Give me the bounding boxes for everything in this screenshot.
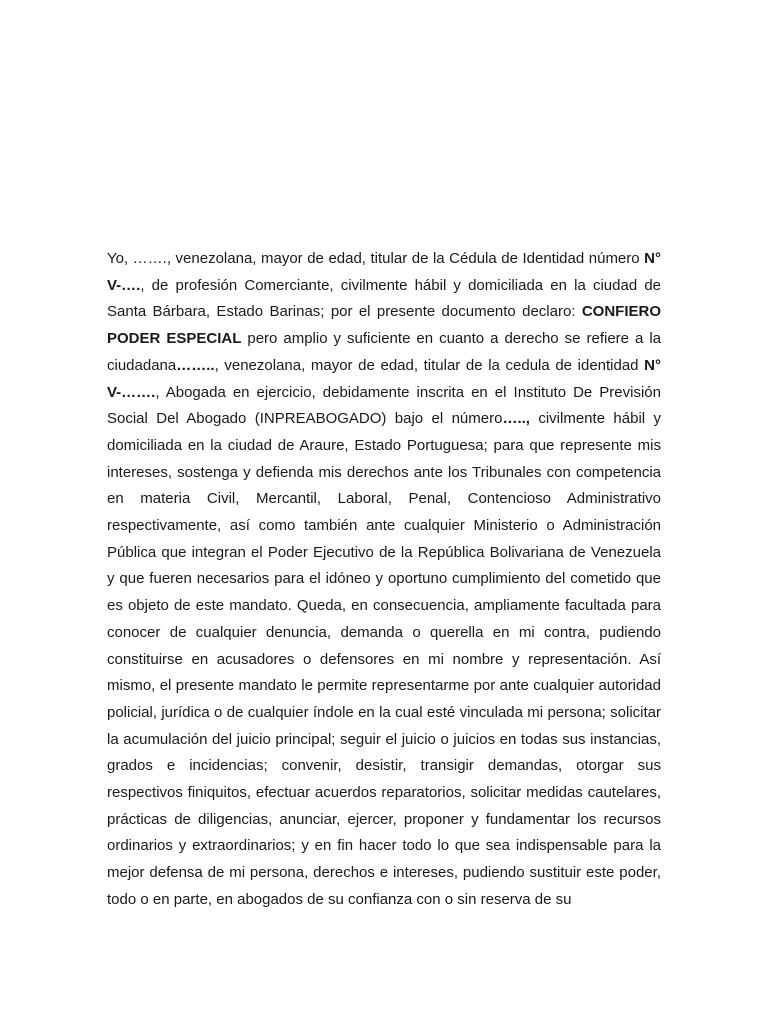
- text-segment: pero amplio y suficiente en cuanto a derecho se refiere a la ciudadana: [107, 330, 662, 374]
- document-paragraph: [107, 246, 661, 914]
- text-segment: , venezolana, mayor de edad, titular de la cedula de identidad: [214, 356, 645, 374]
- text-segment: , de profesión Comerciante, civilmente hábil y domiciliada en la ciudad de Santa Bárbara, Estado Barinas; por el presente documento declaro:: [107, 276, 661, 321]
- attorney-id-placeholder: N° V-…….: [107, 356, 661, 401]
- text-segment: Yo, ……., venezolana, mayor de edad, titular de la Cédula de Identidad número: [107, 250, 645, 267]
- text-segment: , Abogada en ejercicio, debidamente inscrita en el Instituto De Previsión Social Del Abogado (INPREABOGADO) bajo el número: [107, 383, 661, 428]
- text-segment: civilmente hábil y domiciliada en la ciudad de Araure, Estado Portuguesa; para que represente mis intereses, sostenga y defienda mis derechos ante los Tribunales con competencia en materia Civil, Mercantil, Laboral, Penal, Contencioso Administrativo respectivamente, así como también ante cualquier Ministerio o Administración Pública que integran el Poder Ejecutivo de la República Bolivariana de Venezuela y que fueren necesarios para el idóneo y oportuno cumplimiento del cometido que es objeto de este mandato. Queda, en consecuencia, ampliamente facultada para conocer de cualquier denuncia, demanda o querella en mi contra, pudiendo constituirse en acusadores o defensores en mi nombre y representación. Así mismo, el presente mandato le permite representarme por ante cualquier autoridad policial, jurídica o de cualquier índole en la cual esté vinculada mi persona; solicitar la acumulación del juicio principal; seguir el juicio o juicios en todas sus instancias, grados e incidencias; convenir, desistir, transigir demandas, otorgar sus respectivos finiquitos, efectuar acuerdos reparatorios, solicitar medidas cautelares, prácticas de diligencias, anunciar, ejercer, proponer y fundamentar los recursos ordinarios y extraordinarios; y en fin hacer todo lo que sea indispensable para la mejor defensa de mi persona, derechos e intereses, pudiendo sustituir este poder, todo o en parte, en abogados de su confianza con o sin reserva de su: [107, 410, 661, 908]
- id-number-placeholder: N° V-….: [107, 250, 661, 294]
- inpreabogado-number-placeholder: …..,: [502, 410, 530, 428]
- power-grant-heading: CONFIERO PODER ESPECIAL: [107, 303, 661, 348]
- attorney-name-placeholder: ……..: [176, 356, 215, 374]
